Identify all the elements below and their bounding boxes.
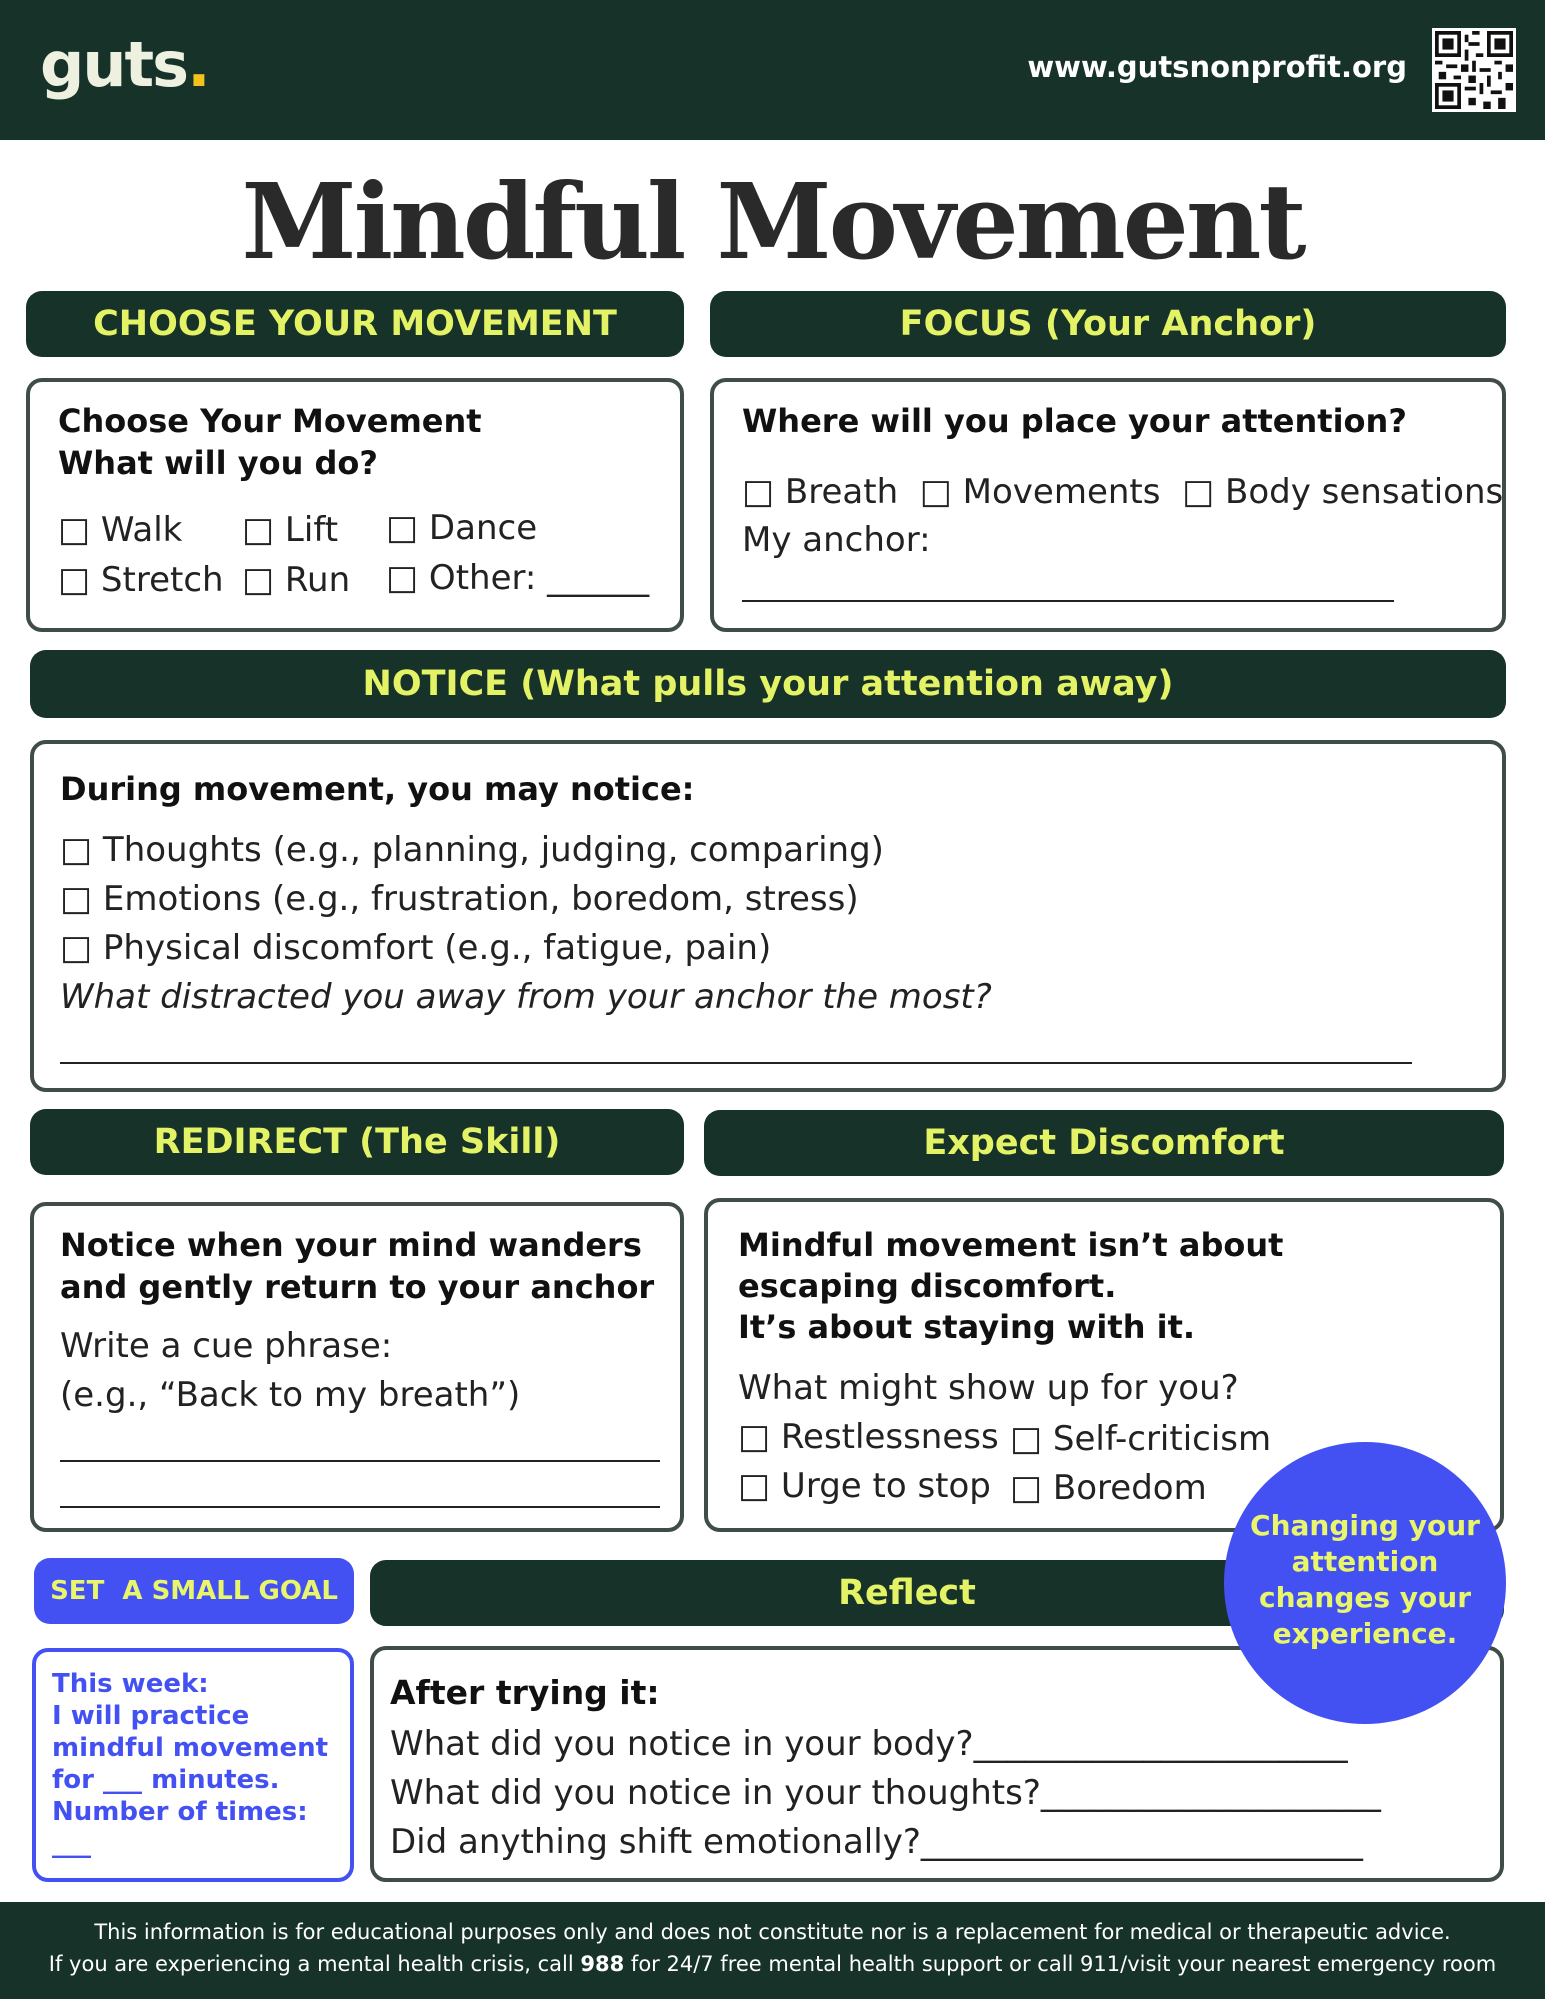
- option-other[interactable]: □ Other: ______: [386, 558, 650, 598]
- notice-input-line[interactable]: [60, 1062, 1412, 1064]
- callout-line-4: experience.: [1272, 1617, 1458, 1650]
- choose-heading-2: What will you do?: [58, 444, 378, 482]
- option-restlessness[interactable]: □ Restlessness: [738, 1417, 999, 1457]
- reflect-heading: After trying it:: [390, 1673, 660, 1712]
- goal-line-6: ___: [52, 1829, 91, 1859]
- footer-line-1: This information is for educational purposes only and does not constitute nor is a replacement for medical or therapeutic advice.: [94, 1920, 1451, 1944]
- option-lift[interactable]: □ Lift: [242, 510, 339, 550]
- notice-bar: NOTICE (What pulls your attention away): [30, 650, 1506, 718]
- option-dance[interactable]: □ Dance: [386, 508, 538, 548]
- notice-physical[interactable]: □ Physical discomfort (e.g., fatigue, pain): [60, 928, 772, 968]
- redirect-box: [30, 1202, 684, 1532]
- set-goal-bar: SET A SMALL GOAL: [34, 1558, 354, 1624]
- goal-line-1: This week:: [52, 1669, 209, 1699]
- footer-line-2: [0, 1948, 1545, 1980]
- callout-line-2: attention: [1291, 1545, 1439, 1578]
- option-stretch[interactable]: □ Stretch: [58, 560, 224, 600]
- cue-phrase-line-2[interactable]: [60, 1506, 660, 1508]
- notice-emotions[interactable]: □ Emotions (e.g., frustration, boredom, stress): [60, 879, 859, 919]
- expect-question: What might show up for you?: [738, 1368, 1239, 1408]
- page-title: Mindful Movement: [241, 160, 1304, 283]
- footer-crisis-text-end: for 24/7 free mental health support or call 911/visit your nearest emergency room: [624, 1952, 1497, 1976]
- footer-disclaimer: [0, 1902, 1545, 1999]
- crisis-number[interactable]: 988: [580, 1952, 625, 1976]
- cue-phrase-label: Write a cue phrase:: [60, 1326, 393, 1366]
- reflect-question-thoughts[interactable]: What did you notice in your thoughts?____________________: [390, 1773, 1381, 1813]
- expect-discomfort-bar: Expect Discomfort: [704, 1110, 1504, 1176]
- goal-line-4: for ___ minutes.: [52, 1765, 280, 1795]
- callout-line-3: changes your: [1258, 1581, 1472, 1614]
- notice-thoughts[interactable]: □ Thoughts (e.g., planning, judging, comparing): [60, 830, 884, 870]
- reflect-question-emotions[interactable]: Did anything shift emotionally?__________________________: [390, 1822, 1363, 1862]
- logo-dot: .: [187, 28, 209, 101]
- qr-code-icon: [1432, 28, 1516, 112]
- expect-heading-1: Mindful movement isn’t about: [738, 1226, 1284, 1264]
- choose-movement-box: [26, 378, 684, 632]
- notice-heading: During movement, you may notice:: [60, 770, 695, 808]
- footer-crisis-text: If you are experiencing a mental health crisis, call: [48, 1952, 581, 1976]
- expect-heading-2: escaping discomfort.: [738, 1267, 1117, 1305]
- redirect-bar: REDIRECT (The Skill): [30, 1109, 684, 1175]
- goal-line-3: mindful movement: [52, 1733, 329, 1763]
- option-boredom[interactable]: □ Boredom: [1010, 1468, 1207, 1508]
- choose-movement-bar: CHOOSE YOUR MOVEMENT: [26, 291, 684, 357]
- callout-circle: [1224, 1442, 1506, 1724]
- focus-options[interactable]: □ Breath □ Movements □ Body sensations: [742, 472, 1504, 512]
- website-link[interactable]: www.gutsnonprofit.org: [1027, 50, 1407, 84]
- header-bar: [0, 0, 1545, 140]
- cue-phrase-line-1[interactable]: [60, 1460, 660, 1462]
- option-walk[interactable]: □ Walk: [58, 510, 183, 550]
- focus-bar: FOCUS (Your Anchor): [710, 291, 1506, 357]
- redirect-heading-2: and gently return to your anchor: [60, 1268, 655, 1306]
- option-self-criticism[interactable]: □ Self-criticism: [1010, 1419, 1272, 1459]
- expect-heading-3: It’s about staying with it.: [738, 1308, 1196, 1346]
- anchor-label: My anchor:: [742, 520, 931, 560]
- goal-line-5: Number of times:: [52, 1797, 308, 1827]
- cue-phrase-example: (e.g., “Back to my breath”): [60, 1375, 521, 1415]
- callout-line-1: Changing your: [1250, 1509, 1480, 1542]
- notice-box: [30, 740, 1506, 1092]
- notice-question: What distracted you away from your anchor the most?: [60, 977, 992, 1017]
- reflect-bar: Reflect: [370, 1560, 1504, 1626]
- focus-box: [710, 378, 1506, 632]
- logo-text: guts: [40, 28, 188, 101]
- option-urge-to-stop[interactable]: □ Urge to stop: [738, 1466, 991, 1506]
- goal-line-2: I will practice: [52, 1701, 250, 1731]
- anchor-input-line[interactable]: [742, 600, 1394, 602]
- option-run[interactable]: □ Run: [242, 560, 351, 600]
- focus-question: Where will you place your attention?: [742, 402, 1407, 440]
- redirect-heading-1: Notice when your mind wanders: [60, 1226, 642, 1264]
- choose-heading-1: Choose Your Movement: [58, 402, 482, 440]
- reflect-question-body[interactable]: What did you notice in your body?______________________: [390, 1724, 1348, 1764]
- guts-logo[interactable]: [40, 28, 209, 101]
- set-goal-box: [32, 1648, 354, 1882]
